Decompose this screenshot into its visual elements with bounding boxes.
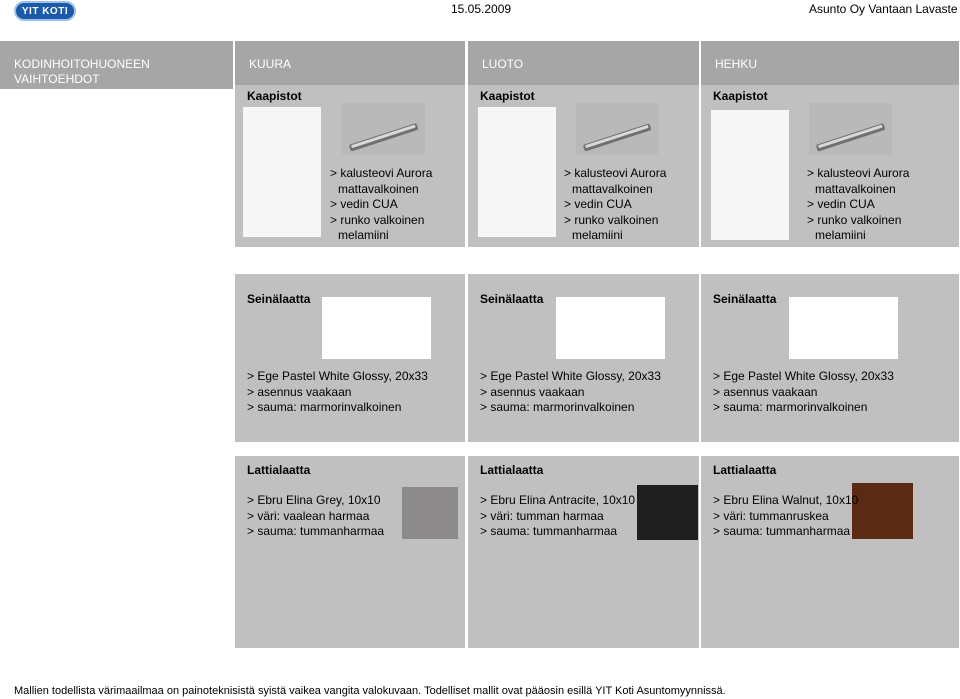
wall-tile-image [322,297,431,359]
handle-image [576,103,658,155]
spec-line: > sauma: marmorinvalkoinen [713,400,868,414]
wall-title: Seinälaatta [713,292,777,306]
handle-icon [576,103,658,155]
floor-tile-swatch [852,483,913,539]
spec-line: melamiini [572,228,623,242]
sidebar-title: KODINHOITOHUONEEN VAIHTOEHDOT [14,57,150,86]
spec-line: > asennus vaakaan [480,384,585,399]
column-name: HEHKU [715,57,758,71]
floor-spec-2 [480,493,635,540]
handle-icon [809,103,892,155]
spec-line: mattavalkoinen [338,181,419,196]
spec-line: > vedin CUA [330,197,398,211]
spec-line: > väri: tumman harmaa [480,508,604,523]
document-date: 15.05.2009 [451,2,512,16]
column-header-luoto [468,41,699,85]
spec-line: > Ebru Elina Grey, 10x10 [247,493,381,507]
spec-line: > sauma: tummanharmaa [480,524,618,538]
wall-spec-3 [713,369,894,416]
spec-line: > runko valkoinen [807,212,902,227]
spec-line: > kalusteovi Aurora [564,166,667,180]
spec-line: > Ege Pastel White Glossy, 20x33 [480,369,661,383]
spec-line: > Ege Pastel White Glossy, 20x33 [713,369,894,383]
spec-line: > väri: tummanruskea [713,508,829,523]
floor-spec-1 [247,493,384,540]
floor-title: Lattialaatta [713,463,777,477]
wall-tile-image [789,297,898,359]
handle-image [342,103,425,155]
spec-line: mattavalkoinen [815,181,896,196]
wall-spec-2 [480,369,661,416]
cabinets-spec-3 [807,166,909,244]
spec-line: > sauma: tummanharmaa [713,524,851,538]
spec-line: melamiini [338,228,389,242]
spec-line: melamiini [815,228,866,242]
spec-line: > kalusteovi Aurora [330,166,433,180]
spec-line: > sauma: marmorinvalkoinen [247,400,402,414]
spec-line: > Ebru Elina Walnut, 10x10 [713,493,859,507]
yit-koti-logo [14,1,76,21]
floor-tile-swatch [402,487,458,539]
wall-title: Seinälaatta [247,292,311,306]
column-name: KUURA [249,57,292,71]
spec-line: > vedin CUA [807,197,875,211]
sidebar-subtitle: ( 3h - 4h asunnot ) [14,87,113,101]
floor-panel-kuura [235,456,465,648]
floor-tile-swatch [637,485,698,540]
cabinets-spec-1 [330,166,432,244]
spec-line: mattavalkoinen [572,181,653,196]
sidebar-heading [0,41,233,101]
spec-line: > asennus vaakaan [247,384,352,399]
wall-title: Seinälaatta [480,292,544,306]
spec-line: > kalusteovi Aurora [807,166,910,180]
spec-line: > sauma: tummanharmaa [247,524,385,538]
cabinets-spec-2 [564,166,666,244]
handle-icon [342,103,425,155]
logo-text: YIT KOTI [21,5,69,17]
wall-spec-1 [247,369,428,416]
cabinet-door-image [243,107,321,237]
cabinet-door-image [711,110,789,240]
column-header-hehku [701,41,959,85]
floor-title: Lattialaatta [480,463,544,477]
spec-line: > sauma: marmorinvalkoinen [480,400,635,414]
spec-line: > runko valkoinen [564,212,659,227]
cabinets-title: Kaapistot [713,89,768,103]
cabinet-door-image [478,107,556,237]
wall-tile-image [556,297,665,359]
floor-panel-hehku [701,456,959,648]
spec-line: > Ege Pastel White Glossy, 20x33 [247,369,428,383]
spec-line: > väri: vaalean harmaa [247,508,370,523]
floor-title: Lattialaatta [247,463,311,477]
spec-line: > Ebru Elina Antracite, 10x10 [480,493,636,507]
floor-spec-3 [713,493,858,540]
column-header-kuura [235,41,465,85]
column-name: LUOTO [482,57,524,71]
footer-disclaimer: Mallien todellista värimaailmaa on painoteknisistä syistä vaikea vangita valokuvaan. Todelliset mallit ovat pääosin esillä YIT Koti Asuntomyynnissä. [14,685,726,697]
company-name: Asunto Oy Vantaan Lavaste [809,2,958,16]
spec-line: > asennus vaakaan [713,384,818,399]
cabinets-title: Kaapistot [480,89,535,103]
handle-image [809,103,892,155]
spec-line: > runko valkoinen [330,212,425,227]
cabinets-title: Kaapistot [247,89,302,103]
spec-line: > vedin CUA [564,197,632,211]
